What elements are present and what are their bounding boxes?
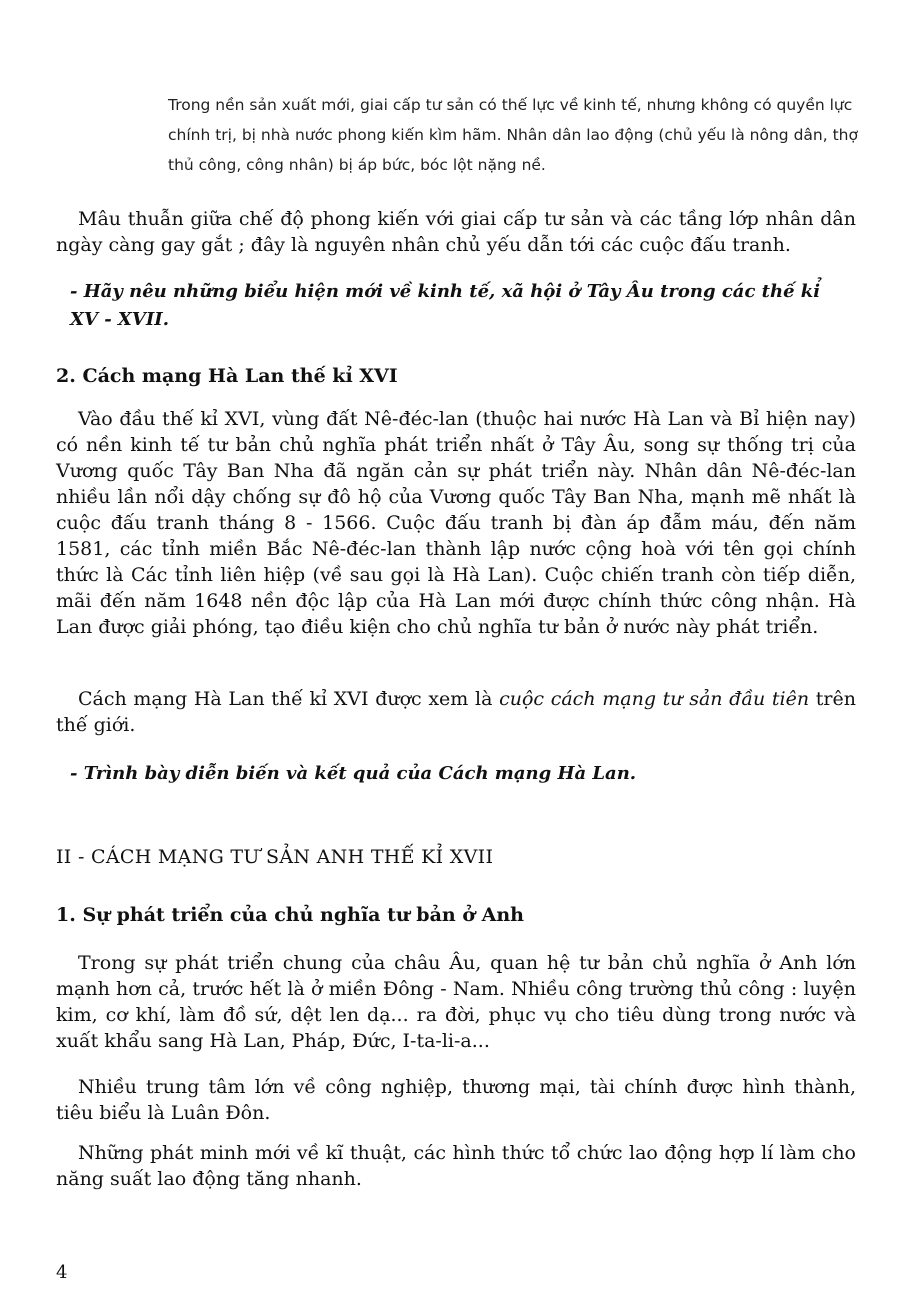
page-number: 4 — [56, 1262, 68, 1283]
paragraph-england-centers — [56, 1074, 856, 1126]
emphasis-first-bourgeois-revolution: cuộc cách mạng tư sản đầu tiên — [499, 688, 810, 710]
paragraph-first-revolution-a: Cách mạng Hà Lan thế kỉ XVI được xem là — [78, 688, 500, 710]
paragraph-netherlands-text: Vào đầu thế kỉ XVI, vùng đất Nê-đéc-lan (thuộc hai nước Hà Lan và Bỉ hiện nay) có nền kinh tế tư bản chủ nghĩa phát triển nhất ở Tây Âu, song sự thống trị của Vương quốc Tây Ban Nha đã ngăn cản sự phát triển này. Nhân dân Nê-đéc-lan nhiều lần nổi dậy chống sự đô hộ của Vương quốc Tây Ban Nha, mạnh mẽ nhất là cuộc đấu tranh tháng 8 - 1566. Cuộc đấu tranh bị đàn áp đẫm máu, đến năm 1581, các tỉnh miền Bắc Nê-đéc-lan thành lập nước cộng hoà với tên gọi chính thức là Các tỉnh liên hiệp (về sau gọi là Hà Lan). Cuộc chiến tranh còn tiếp diễn, mãi đến năm 1648 nền độc lập của Hà Lan mới được chính thức công nhận. Hà Lan được giải phóng, tạo điều kiện cho chủ nghĩa tư bản ở nước này phát triển. — [56, 408, 856, 638]
heading-capitalism-england: 1. Sự phát triển của chủ nghĩa tư bản ở Anh — [56, 904, 524, 926]
boxed-note: Trong nền sản xuất mới, giai cấp tư sản có thế lực về kinh tế, nhưng không có quyền lực chính trị, bị nhà nước phong kiến kìm hãm. Nhân dân lao động (chủ yếu là nông dân, thợ thủ công, công nhân) bị áp bức, bóc lột nặng nề. — [168, 96, 858, 174]
paragraph-england-inventions-text: Những phát minh mới về kĩ thuật, các hình thức tổ chức lao động hợp lí làm cho năng suất lao động tăng nhanh. — [56, 1142, 856, 1190]
heading-netherlands-revolution: 2. Cách mạng Hà Lan thế kỉ XVI — [56, 365, 398, 387]
paragraph-netherlands — [56, 406, 856, 640]
paragraph-first-revolution-b: trên thế giới. — [56, 688, 856, 736]
paragraph-conflict-text: Mâu thuẫn giữa chế độ phong kiến với giai cấp tư sản và các tầng lớp nhân dân ngày càng gay gắt ; đây là nguyên nhân chủ yếu dẫn tới các cuộc đấu tranh. — [56, 208, 856, 256]
paragraph-first-revolution — [56, 686, 856, 738]
paragraph-england-inventions — [56, 1140, 856, 1192]
paragraph-conflict — [56, 206, 856, 258]
question-netherlands-revolution: - Trình bày diễn biến và kết quả của Cách mạng Hà Lan. — [70, 763, 637, 784]
question-economy-society: - Hãy nêu những biểu hiện mới về kinh tế, xã hội ở Tây Âu trong các thế kỉ XV - XVII. — [70, 281, 821, 330]
paragraph-england-growth — [56, 950, 856, 1054]
section-heading-english-revolution: II - CÁCH MẠNG TƯ SẢN ANH THẾ KỈ XVII — [56, 846, 494, 868]
paragraph-england-growth-text: Trong sự phát triển chung của châu Âu, quan hệ tư bản chủ nghĩa ở Anh lớn mạnh hơn cả, trước hết là ở miền Đông - Nam. Nhiều công trường thủ công : luyện kim, cơ khí, làm đồ sứ, dệt len dạ... ra đời, phục vụ cho tiêu dùng trong nước và xuất khẩu sang Hà Lan, Pháp, Đức, I-ta-li-a... — [56, 952, 856, 1052]
paragraph-england-centers-text: Nhiều trung tâm lớn về công nghiệp, thương mại, tài chính được hình thành, tiêu biểu là Luân Đôn. — [56, 1076, 856, 1124]
